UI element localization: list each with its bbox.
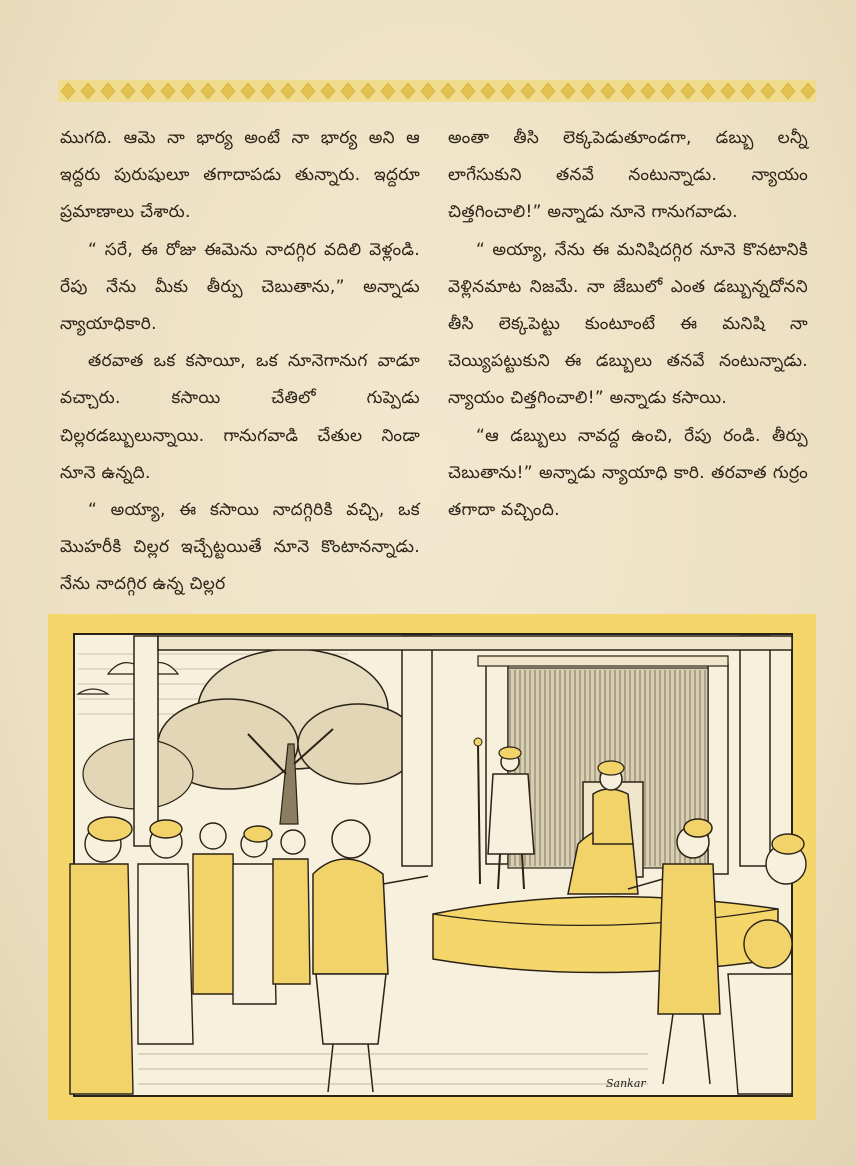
dais-platform <box>433 897 778 973</box>
paragraph: తరవాత ఒక కసాయీ, ఒక నూనెగానుగ వాడూ వచ్చారు. కసాయి చేతిలో గుప్పెడు చిల్లరడబ్బులున్నాయి. గానుగవాడి చేతుల నిండా నూనె ఉన్నది. <box>60 351 420 483</box>
decorative-border-strip <box>58 80 816 102</box>
paragraph: అంతా తీసి లెక్కపెడుతూండగా, డబ్బు లన్నీ లాగేసుకుని తనవే నంటున్నాడు. న్యాయం చిత్తగించాలి!” అన్నాడు నూనె గానుగవాడు. <box>448 128 808 223</box>
paragraph: “ అయ్యా, నేను ఈ మనిషిదగ్గిర నూనె కొనటానికి వెళ్లినమాట నిజమే. నా జేబులో ఎంత డబ్బున్నదోనని తీసి లెక్కపెట్టు కుంటూంటే ఈ మనిషి నా చెయ్యిపట్టుకుని ఈ డబ్బులు తనవే నంటున్నాడు. న్యాయం చిత్తగించాలి!” అన్నాడు కసాయి. <box>448 239 808 409</box>
paragraph: “ఆ డబ్బులు నావద్ద ఉంచి, రేపు రండి. తీర్పు చెబుతాను!” అన్నాడు న్యాయాధి కారి. తరవాత గుర్రం తగాదా వచ్చింది. <box>448 425 808 521</box>
paragraph: “ అయ్యా, ఈ కసాయి నాదగ్గిరికి వచ్చి, ఒక మొహరీకి చిల్లర ఇచ్చేట్టయితే నూనె కొంటానన్నాడు. నేను నాదగ్గిర ఉన్న చిల్లర <box>60 500 420 595</box>
paragraph: ముగది. ఆమె నా భార్య అంటే నా భార్య అని ఆ ఇద్దరు పురుషులూ తగాదాపడు తున్నారు. ఇద్దరూ ప్రమాణాలు చేశారు. <box>60 128 420 223</box>
court-scene-illustration <box>48 614 816 1120</box>
text-column-right <box>448 120 808 529</box>
illustration-drawing <box>48 614 816 1120</box>
text-column-left <box>60 120 420 604</box>
paragraph: “ సరే, ఈ రోజు ఈమెను నాదగ్గిర వదిలి వెళ్లండి. రేపు నేను మీకు తీర్పు చెబుతాను,” అన్నాడు న్యాయాధికారి. <box>60 239 420 335</box>
artist-signature: Sankar <box>606 1077 646 1090</box>
